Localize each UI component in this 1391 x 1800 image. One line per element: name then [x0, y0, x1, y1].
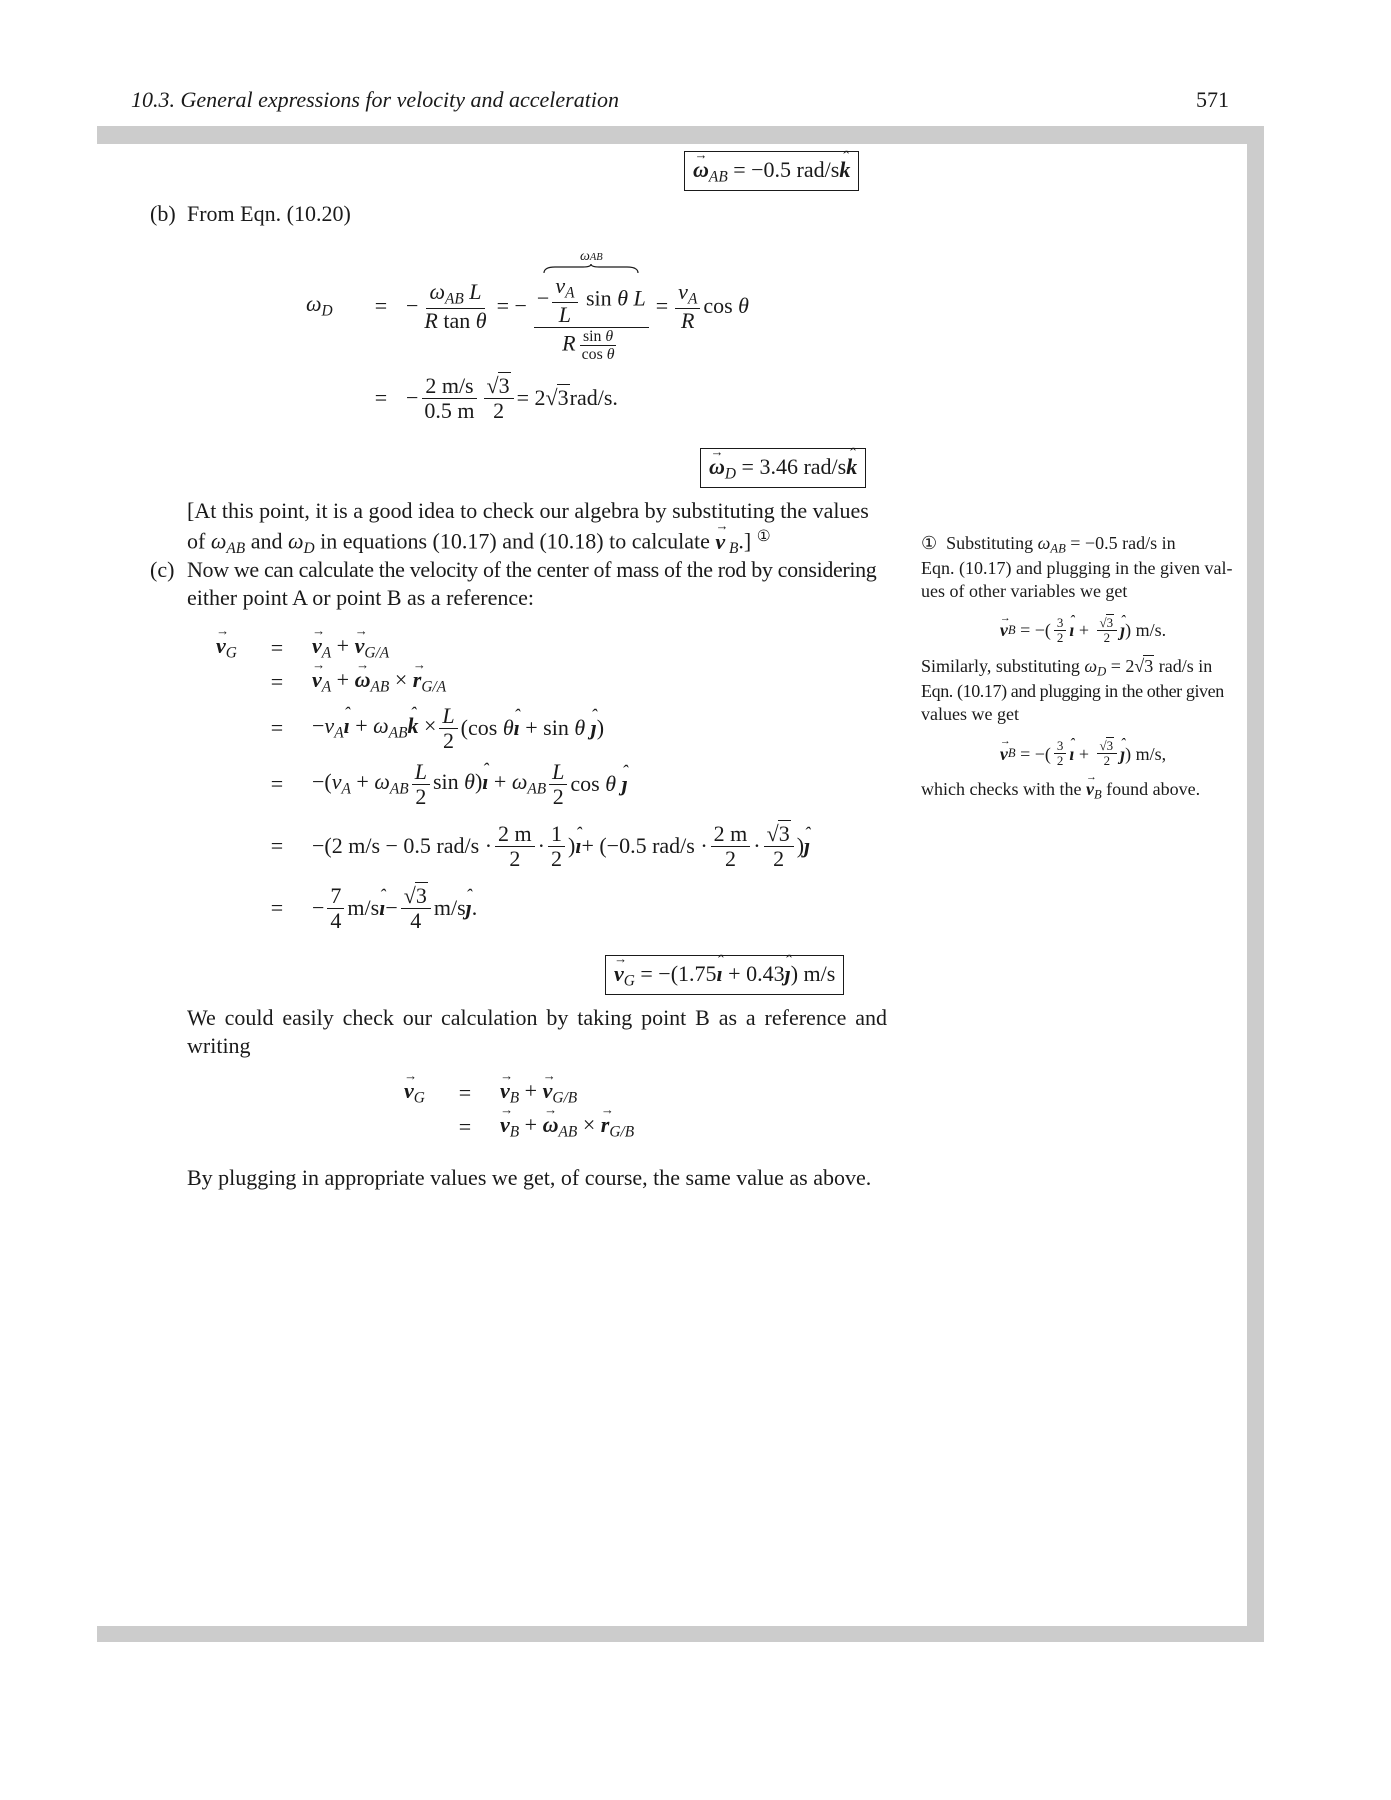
vg-from-b-step2: = → $v_B$ + → $\omega_{AB}$ × → $r_{G/B}$: [450, 1110, 634, 1144]
vg-derivation-step5: = −(2 m/s − 0.5 rad/s · $\frac{2 m}{2}$ · $\frac{1}{2}$ ) ˆ ı + (−0.5 rad/s · $\frac{2 m}{2}$ · $\frac{√3}{2}$ ) ˆ ȷ: [262, 818, 810, 874]
margin-note-line2: Eqn. (10.17) and plugging in the given val-: [921, 558, 1233, 579]
part-c-text1: Now we can calculate the velocity of the center of mass of the rod by considering: [187, 557, 877, 582]
frame-bottom-bar: [97, 1626, 1264, 1642]
check-note-line1: [At this point, it is a good idea to check our algebra by substituting the values: [187, 498, 869, 523]
margin-note-line6: values we get: [921, 703, 1019, 724]
frame-top-bar: [97, 126, 1264, 144]
vg-derivation-step4: = $-(v_A + \omega_{AB}$ $\frac{L}{2}$ sin θ)ˆ ı + $\omega_{AB}$ $\frac{L}{2}$ cos θ ˆ ȷ: [262, 756, 628, 812]
boxed-omega-ab: → $\omega_{AB} = -0.5$ rad/sˆ k: [684, 151, 859, 191]
check-note-line2: of $\omega_{AB}$ and $\omega_D$ in equations (10.17) and (10.18) to calculate → v $_B$.] ①: [187, 527, 771, 559]
part-c-label: (c): [150, 557, 175, 582]
vg-derivation-step3: = $-v_Aˆ$ ı + $\omega_{AB}ˆ$ k × $\frac{L}{2}$ (cos θˆ ı + sin θ ˆ ȷ): [262, 700, 604, 756]
margin-note-line3: ues of other variables we get: [921, 580, 1128, 601]
margin-note-marker: ①: [756, 528, 771, 545]
vg-derivation-step2: = → $v_A$ + → $\omega_{AB}$ × → $r_{G/A}$: [262, 664, 446, 700]
margin-note-equation1: → v B = −( $\frac{3}{2}$ ˆ ı + $\frac{√3}{2}$ ˆ ȷ ) m/s.: [921, 616, 1245, 645]
margin-note-line4: Similarly, substituting $\omega_D = 2√3$ rad/s in: [921, 656, 1213, 679]
vg-derivation-step6: = − $\frac{7}{4}$ m/s ˆ ı − $\frac{√3}{4}$ m/s ˆ ȷ .: [262, 878, 477, 938]
check-b-text1: We could easily check our calculation by taking point B as a reference and: [187, 1005, 887, 1030]
part-b-intro: From Eqn. (10.20): [187, 201, 351, 226]
vg-from-b-step1: → $v_G$ = → $v_B$ + → $v_{G/B}$: [404, 1076, 577, 1110]
boxed-v-g: → $v_G$ = −(1.75ˆ ı + 0.43ˆ ȷ) m/s: [605, 955, 844, 995]
margin-note-line1: ① Substituting $\omega_{AB} = -0.5$ rad/s in: [921, 533, 1176, 556]
margin-note: [921, 532, 1245, 804]
boxed-omega-d: → $\omega_D = 3.46$ rad/sˆ k: [700, 448, 866, 488]
margin-note-line5: Eqn. (10.17) and plugging in the other given: [921, 681, 1224, 702]
closing-sentence: By plugging in appropriate values we get, of course, the same value as above.: [187, 1165, 872, 1190]
page-number: 571: [1196, 87, 1229, 112]
part-c-text2: either point A or point B as a reference:: [187, 585, 534, 610]
vg-derivation-step1: → $v_G$ = → $v_A$ + → $v_{G/A}$: [216, 630, 389, 666]
frame-right-bar: [1247, 144, 1264, 1626]
omega-d-equation-line2: = − $\frac{2 m/s}{0.5 m}$ $\frac{√3}{2}$ = 2 √3 rad/s.: [374, 372, 618, 423]
omega-d-equation-line1: $\omega_D$ = − $\frac{\omega_{AB} L}{\text{R tan θ}}$ = − ωAB − $\frac{v_A}{L}$ sin θ L R $\frac{\text{sin θ}}{\text{cos θ}}$ = $\frac{v_A}{R}$ cos θ: [306, 249, 749, 363]
part-b-label: (b): [150, 201, 176, 226]
running-header: 10.3. General expressions for velocity and acceleration: [131, 87, 619, 112]
margin-note-line7: which checks with the → $v_B$ found above.: [921, 778, 1245, 803]
margin-note-equation2: → v B = −( $\frac{3}{2}$ ˆ ı + $\frac{√3}{2}$ ˆ ȷ ) m/s,: [921, 739, 1245, 768]
check-b-text2: writing: [187, 1033, 251, 1058]
